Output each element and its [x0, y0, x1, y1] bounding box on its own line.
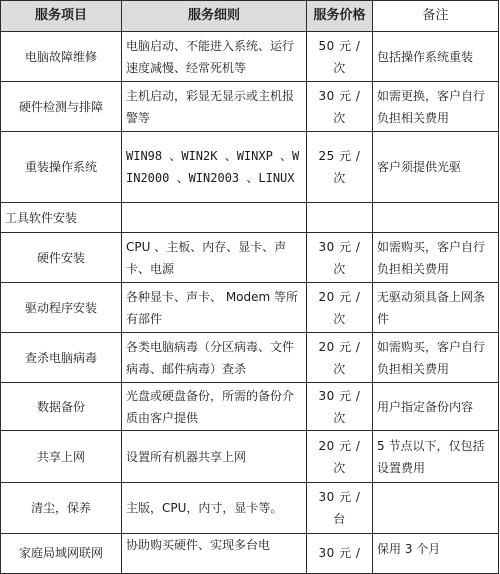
row-detail: 设置所有机器共享上网 [122, 431, 307, 483]
row-detail: 电脑启动、不能进入系统、运行速度减慢、经常死机等 [122, 32, 307, 82]
header-detail: 服务细则 [122, 1, 307, 32]
table-row [1, 203, 499, 233]
row-item: 工具软件安装 [1, 203, 122, 233]
table-row [1, 32, 499, 82]
row-note: 无驱动须具备上网条件 [373, 283, 499, 333]
row-item: 数据备份 [1, 383, 122, 431]
row-item: 查杀电脑病毒 [1, 333, 122, 383]
row-price [307, 203, 373, 233]
row-detail: 各种显卡、声卡、 Modem 等所有部件 [122, 283, 307, 333]
row-detail: WIN98 、WIN2K 、WINXP 、WIN2000 、WIN2003 、LINUX [122, 132, 307, 203]
row-price: 30 元 / [307, 534, 373, 574]
row-note [373, 203, 499, 233]
row-note [373, 483, 499, 534]
row-price: 50 元 / 次 [307, 32, 373, 82]
row-note: 如需更换，客户自行负担相关费用 [373, 82, 499, 132]
row-item: 电脑故障维修 [1, 32, 122, 82]
row-item: 清尘，保养 [1, 483, 122, 534]
row-price: 30 元 / 次 [307, 233, 373, 283]
table-row [1, 132, 499, 203]
header-price: 服务价格 [307, 1, 373, 32]
row-note: 如需购买，客户自行负担相关费用 [373, 333, 499, 383]
table-row [1, 483, 499, 534]
row-detail: 各类电脑病毒（分区病毒、文件病毒、邮件病毒）查杀 [122, 333, 307, 383]
table-row [1, 283, 499, 333]
row-note: 包括操作系统重装 [373, 32, 499, 82]
header-item: 服务项目 [1, 1, 122, 32]
row-note: 如需购买，客户自行负担相关费用 [373, 233, 499, 283]
table-header-row [1, 1, 499, 32]
row-item: 硬件检测与排障 [1, 82, 122, 132]
row-item: 驱动程序安装 [1, 283, 122, 333]
row-item: 重装操作系统 [1, 132, 122, 203]
table-row [1, 534, 499, 574]
row-detail: CPU 、主板、内存、显卡、声卡、电源 [122, 233, 307, 283]
row-detail: 主机启动，彩显无显示或主机报警等 [122, 82, 307, 132]
row-note: 保用 3 个月 [373, 534, 499, 574]
header-note: 备注 [373, 1, 499, 32]
row-detail: 主版，CPU，内寸，显卡等。 [122, 483, 307, 534]
table-row [1, 383, 499, 431]
row-price: 20 元 / 次 [307, 431, 373, 483]
row-note: 客户须提供光驱 [373, 132, 499, 203]
row-price: 30 元 / 台 [307, 483, 373, 534]
row-detail [122, 203, 307, 233]
row-price: 30 元 / 次 [307, 82, 373, 132]
table-row [1, 233, 499, 283]
row-note: 5 节点以下，仅包括设置费用 [373, 431, 499, 483]
row-price: 25 元 / 次 [307, 132, 373, 203]
row-item: 家庭局域网联网 [1, 534, 122, 574]
row-price: 30 元 / 次 [307, 383, 373, 431]
table-row [1, 333, 499, 383]
row-item: 共享上网 [1, 431, 122, 483]
row-note: 用户指定备份内容 [373, 383, 499, 431]
row-detail: 光盘或硬盘备份，所需的备份介质由客户提供 [122, 383, 307, 431]
row-price: 20 元 / 次 [307, 333, 373, 383]
row-detail: 协助购买硬件、实现多台电 [122, 534, 307, 574]
table-row [1, 82, 499, 132]
table-row [1, 431, 499, 483]
row-item: 硬件安装 [1, 233, 122, 283]
row-price: 20 元 / 次 [307, 283, 373, 333]
